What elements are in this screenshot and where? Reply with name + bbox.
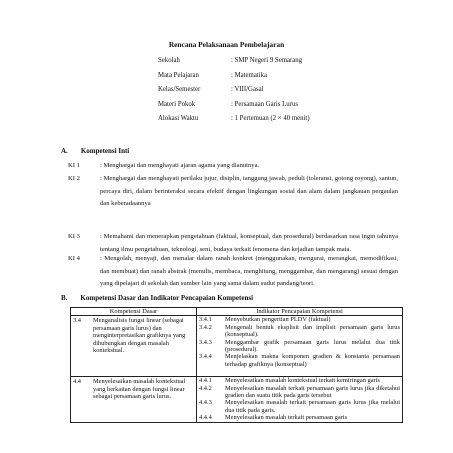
indicator-text: Mengenali bentuk eksplisit dan implisit persamaan garis lurus (konseptual). — [225, 323, 400, 339]
identity-row — [158, 72, 310, 87]
kd-cell — [71, 377, 197, 422]
identity-value: : Persamaan Garis Lurus — [231, 100, 299, 108]
indicator-text: Menyebutkan pengertian PLDV (faktual) — [225, 316, 331, 324]
identity-value: : VIII/Gasal — [231, 86, 264, 93]
table-row — [71, 377, 403, 422]
identity-row — [158, 57, 310, 72]
ki-text: : Memahami dan menerapkan pengetahuan (faktual, konseptual, dan prosedural) berdasarkan rasa ingin tahunya tentang ilmu pengetahuan, teknologi, seni, budaya terkait fenomena dan kejadian tampak mata. — [100, 233, 398, 253]
indicator-code: 3.4.3 — [199, 338, 212, 346]
identity-row — [158, 101, 310, 116]
ki-code: KI 1 — [68, 162, 80, 169]
indicator-text: Menyelesaikan masalah kontekstual terkait kemiringan garis — [225, 377, 380, 385]
indicator-code: 4.4.4 — [199, 414, 212, 422]
ki-text: : Menghargai dan menghayati perilaku jujur, disiplin, tanggung jawab, peduli (toleransi, gotong royong), santun, percaya diri, dalam berinteraksi secara efektif dengan lingkungan sosial dan alam dalam jangkauan pergaulan dan keberadaannya — [100, 175, 398, 207]
ki-code: KI 4 — [68, 255, 80, 262]
table-header-kd: Kompetensi Dasar — [71, 308, 197, 316]
identity-label: Materi Pokok — [158, 100, 196, 108]
indicator-text: Menyelesaikan masalah terkait persamaan garis — [225, 414, 348, 422]
identity-row — [158, 115, 310, 130]
indicator-cell — [197, 316, 403, 377]
section-b-title: Kompetensi Dasar dan Indikator Pencapaian Kompetensi — [80, 294, 254, 302]
indicator-text: Menyelesaikan masalah terkait persamaan garis lurus jika diketahui gradien dan suatu titik pada garis tersebut — [225, 384, 400, 400]
identity-label: Mata Pelajaran — [158, 71, 199, 79]
identity-label: Sekolah — [158, 57, 180, 64]
indicator-code: 4.4.3 — [199, 399, 212, 407]
identity-value: : SMP Negeri 9 Semarang — [231, 57, 303, 64]
ki-text: : Mengolah, menyaji, dan menalar dalam ranah konkret (menggunakan, mengurai, merangkai, memodifikasi, dan membuat) dan ranah abstrak (menulis, membaca, menghitung, menggambar, dan mengarang) sesuai dengan yang dipelajari di sekolah dan sumber lain yang sama dalam sudut pandang/teori. — [100, 255, 398, 287]
indicator-code: 4.4.1 — [199, 377, 212, 385]
ki-code: KI 3 — [68, 233, 80, 240]
identity-row — [158, 86, 310, 101]
indicator-text: Menyelesaikan masalah terkait persamaan garis lurus jika melalui dua titik pada garis. — [225, 399, 400, 414]
ki-code: KI 2 — [68, 175, 80, 182]
identity-block — [158, 57, 310, 130]
indicator-text: Menggambar grafik persamaan garis lurus melalui dua titik (prosedural). — [225, 338, 400, 354]
kd-code: 4.4 — [73, 378, 81, 386]
section-a-heading — [61, 147, 129, 156]
indicator-cell — [197, 377, 403, 422]
ki-text: : Menghargai dan menghayati ajaran agama yang dianutnya. — [100, 162, 260, 169]
section-a-letter: A. — [61, 147, 68, 155]
table-header-row — [71, 308, 403, 316]
ki-4 — [68, 253, 398, 291]
identity-label: Kelas/Semester — [158, 86, 201, 93]
kd-text: Menyelesaikan masalah kontekstual yang berkaitan dengan fungsi linear sebagai persamaan garis lurus. — [93, 378, 186, 401]
section-b-letter: B. — [61, 294, 68, 302]
identity-value: : 1 Pertemuan (2 × 40 menit) — [231, 115, 310, 122]
ki-1 — [68, 160, 398, 173]
document-title: Rencana Pelaksanaan Pembelajaran — [168, 40, 285, 49]
indicator-code: 3.4.1 — [199, 316, 212, 324]
kd-code: 3.4 — [73, 317, 81, 325]
indicator-text: Menjelaskan makna komponen gradien & konstanta persamaan terhadap grafiknya (konseptual) — [225, 353, 400, 368]
table-row — [71, 316, 403, 377]
kd-cell — [71, 316, 197, 377]
identity-value: : Matematika — [231, 71, 268, 79]
competency-table — [70, 307, 403, 423]
identity-label: Alokasi Waktu — [158, 115, 199, 122]
table-header-indicator: Indikator Pencapaian Kompetensi — [197, 308, 403, 316]
section-b-heading — [61, 294, 253, 303]
indicator-code: 3.4.2 — [199, 323, 212, 331]
ki-2 — [68, 173, 398, 211]
indicator-code: 3.4.4 — [199, 353, 212, 361]
section-a-title: Kompetensi Inti — [80, 147, 130, 155]
indicator-code: 4.4.2 — [199, 384, 212, 392]
kd-text: Menganalisis fungsi linear (sebagai persamaan garis lurus) dan menginterpretasikan grafiknya yang dihubungkan dengan masalah kontekstual. — [93, 317, 186, 355]
